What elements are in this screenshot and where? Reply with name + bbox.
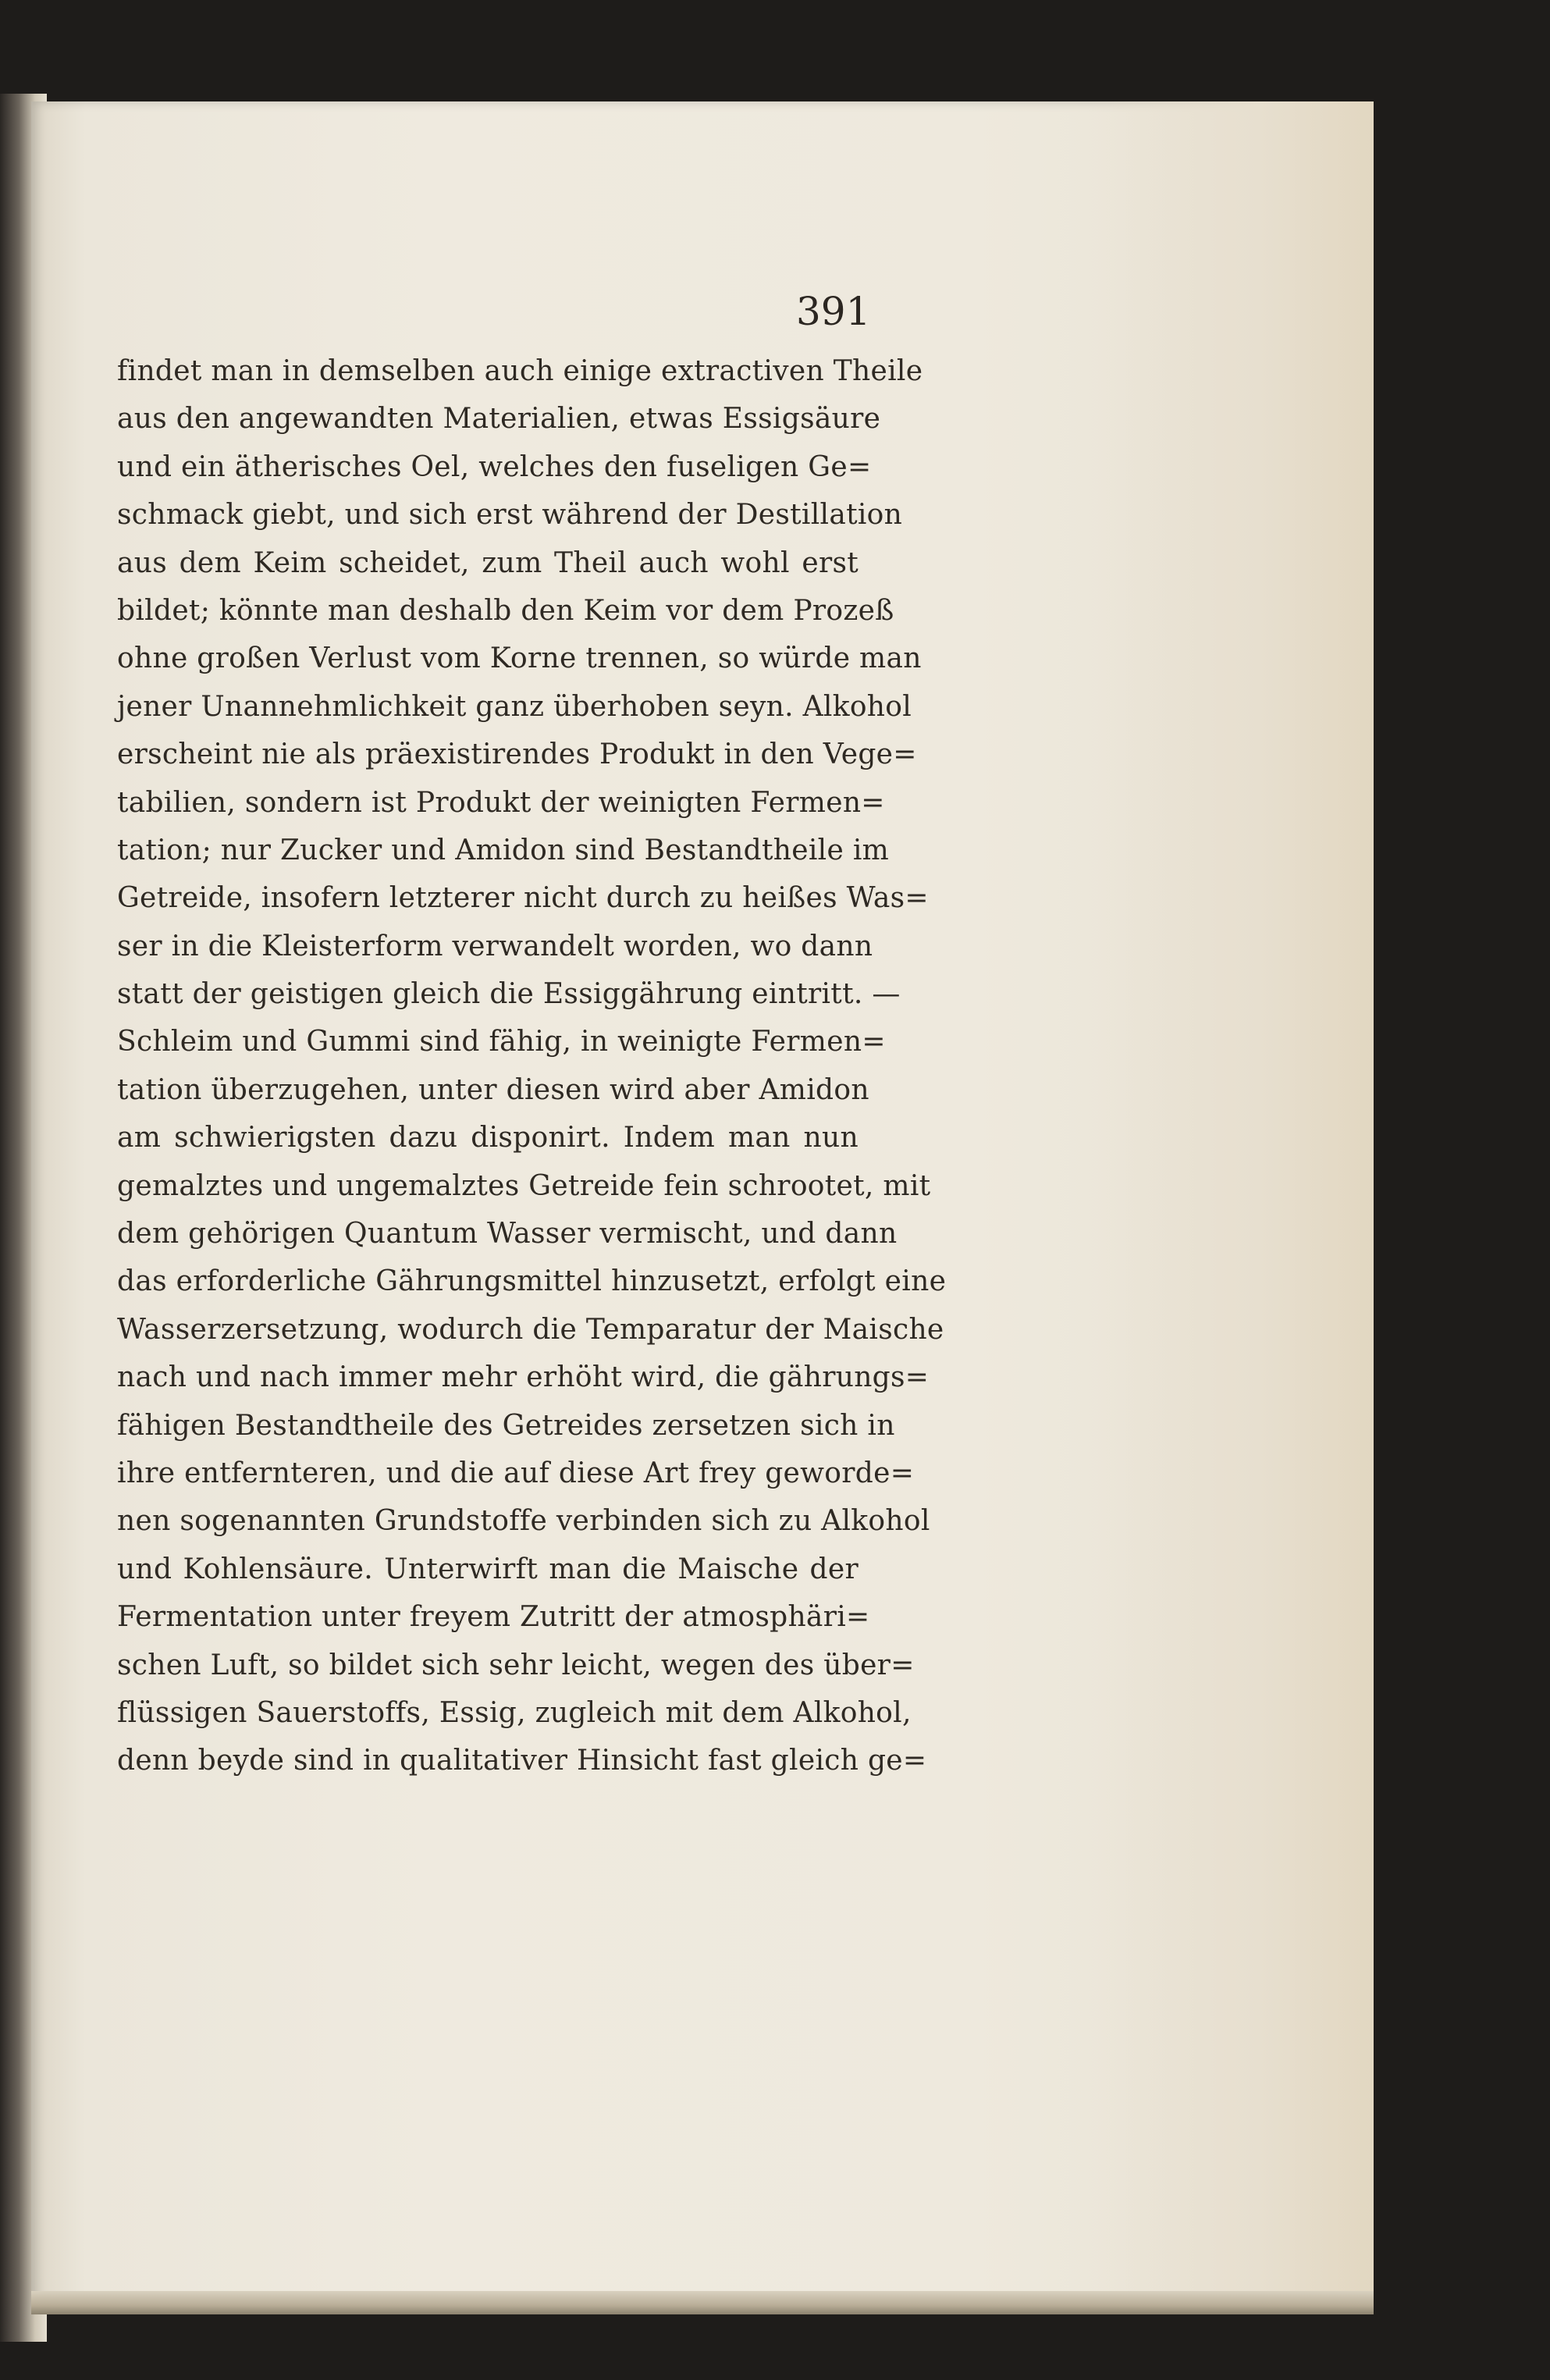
- page-number: 391: [796, 289, 871, 334]
- text-line: tation überzugehen, unter diesen wird aber Amidon: [117, 1073, 869, 1106]
- text-line: schmack giebt, und sich erst während der Destillation: [117, 499, 903, 532]
- text-line: Fermentation unter freyem Zutritt der atmosphäri=: [117, 1601, 870, 1634]
- text-line: nen sogenannten Grundstoffe verbinden sich zu Alkohol: [117, 1505, 930, 1538]
- text-line: dem gehörigen Quantum Wasser vermischt, und dann: [117, 1218, 898, 1250]
- text-line: Wasserzersetzung, wodurch die Temparatur der Maische: [117, 1313, 944, 1346]
- page-foxing: [1089, 101, 1374, 2311]
- text-line: ser in die Kleisterform verwandelt worden, wo dann: [117, 930, 873, 962]
- text-line: flüssigen Sauerstoffs, Essig, zugleich mit dem Alkohol,: [117, 1696, 912, 1729]
- text-line: findet man in demselben auch einige extractiven Theile: [117, 355, 923, 387]
- text-line: jener Unannehmlichkeit ganz überhoben seyn. Alkohol: [117, 690, 912, 723]
- text-line: am schwierigsten dazu disponirt. Indem man nun: [117, 1122, 859, 1154]
- text-line: und ein ätherisches Oel, welches den fuseligen Ge=: [117, 450, 872, 483]
- text-line: aus dem Keim scheidet, zum Theil auch wohl erst: [117, 546, 859, 579]
- text-line: erscheint nie als präexistirendes Produkt in den Vege=: [117, 738, 917, 771]
- text-line: aus den angewandten Materialien, etwas Essigsäure: [117, 403, 881, 436]
- body-text: [117, 347, 947, 1785]
- page-bottom-edge: [31, 2291, 1374, 2314]
- text-line: nach und nach immer mehr erhöht wird, die gährungs=: [117, 1361, 930, 1394]
- text-line: fähigen Bestandtheile des Getreides zersetzen sich in: [117, 1409, 895, 1442]
- text-line: tabilien, sondern ist Produkt der weinigten Fermen=: [117, 786, 885, 819]
- text-line: ohne großen Verlust vom Korne trennen, so würde man: [117, 642, 922, 675]
- text-line: und Kohlensäure. Unterwirft man die Maische der: [117, 1553, 859, 1585]
- text-line: gemalztes und ungemalztes Getreide fein schrootet, mit: [117, 1169, 931, 1202]
- text-line: ihre entfernteren, und die auf diese Art frey geworde=: [117, 1457, 915, 1489]
- text-line: Getreide, insofern letzterer nicht durch zu heißes Was=: [117, 882, 929, 915]
- text-line: statt der geistigen gleich die Essiggährung eintritt. —: [117, 978, 901, 1011]
- text-line: Schleim und Gummi sind fähig, in weinigte Fermen=: [117, 1026, 886, 1058]
- text-line: denn beyde sind in qualitativer Hinsicht fast gleich ge=: [117, 1745, 927, 1777]
- text-line: das erforderliche Gährungsmittel hinzusetzt, erfolgt eine: [117, 1265, 947, 1298]
- text-line: bildet; könnte man deshalb den Keim vor dem Prozeß: [117, 594, 894, 627]
- text-line: schen Luft, so bildet sich sehr leicht, wegen des über=: [117, 1649, 915, 1681]
- text-line: tation; nur Zucker und Amidon sind Bestandtheile im: [117, 834, 890, 866]
